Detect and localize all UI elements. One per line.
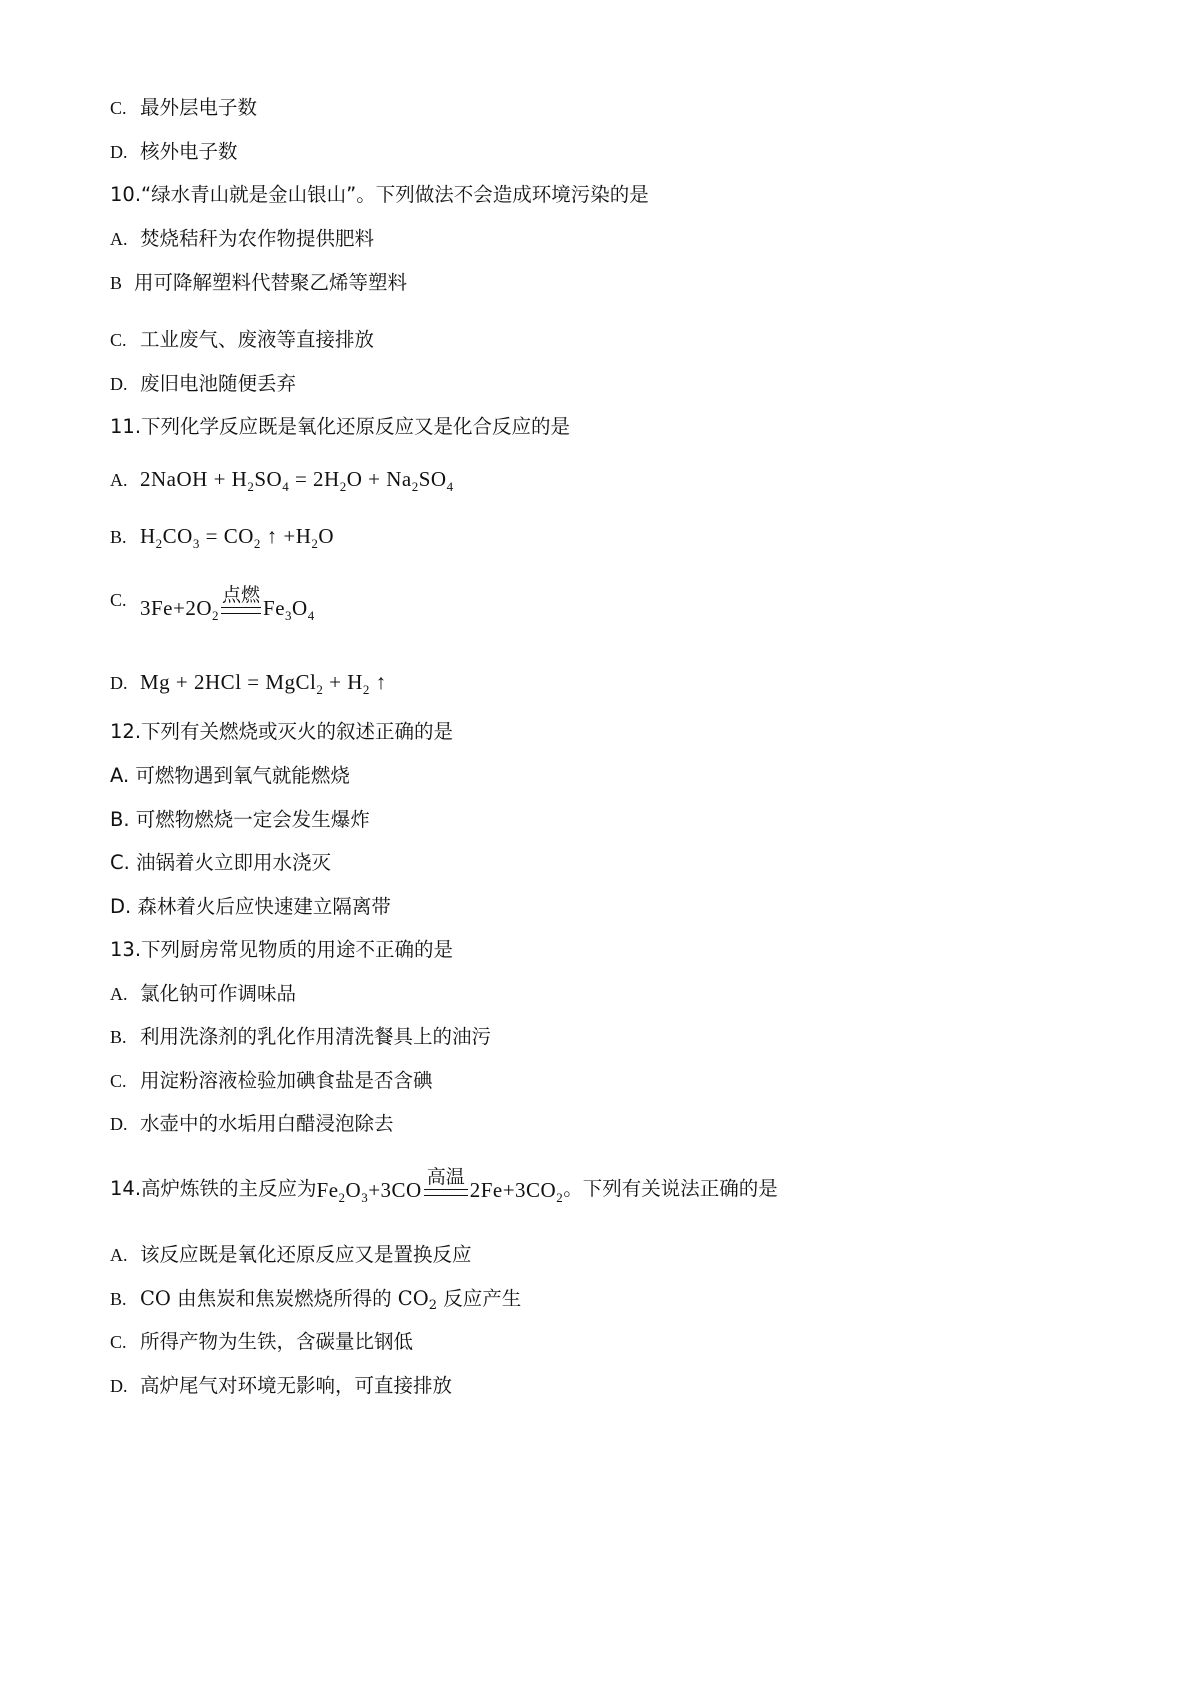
option-text: CO 由焦炭和焦炭燃烧所得的 $CO_2$ 反应产生 [140,1287,522,1313]
q11-option-a [110,467,454,492]
option-letter: A. [110,764,130,787]
option-letter: C. [110,1332,127,1352]
q10-option-c [110,328,374,352]
q13-option-b [110,1025,491,1049]
option-text: 森林着火后应快速建立隔离带 [137,895,391,918]
option-text: 最外层电子数 [140,96,258,119]
option-letter: B. [110,808,130,831]
option-text: 可燃物遇到氧气就能燃烧 [135,764,350,787]
option-text: 用可降解塑料代替聚乙烯等塑料 [134,271,408,294]
option-letter: A. [110,984,128,1004]
q11-option-b [110,524,334,549]
q14-option-a [110,1243,472,1267]
option-letter: A. [110,229,128,249]
option-letter: B [110,273,123,293]
q14-equation-left: $Fe_2O_3+3CO$ [316,1178,422,1205]
option-letter: A. [110,470,128,490]
option-letter: D. [110,1376,128,1396]
option-letter: B. [110,1027,127,1047]
equation-d: Mg + 2HCl = MgCl$_2$ + $H_2$ ↑ [140,670,387,697]
q12-option-d [110,895,391,919]
q10-option-b [110,271,407,295]
option-letter: D. [110,673,128,693]
q10-option-a [110,227,374,251]
option-text: 工业废气、废液等直接排放 [140,328,375,351]
option-text: 利用洗涤剂的乳化作用清洗餐具上的油污 [140,1025,492,1048]
q10-stem: 10.“绿水青山就是金山银山”。下列做法不会造成环境污染的是 [110,183,649,206]
option-text: 废旧电池随便丢弃 [140,372,297,395]
q14-option-c [110,1330,413,1354]
option-text: 用淀粉溶液检验加碘食盐是否含碘 [140,1069,433,1092]
q12-stem: 12.下列有关燃烧或灭火的叙述正确的是 [110,720,454,743]
q11-stem: 11.下列化学反应既是氧化还原反应又是化合反应的是 [110,415,571,438]
q13-option-c [110,1069,433,1093]
q13-option-a [110,982,296,1006]
q14-equation-right: $2Fe+3CO_2$ [469,1178,564,1205]
q9-option-d [110,140,238,164]
option-text: 焚烧秸秆为农作物提供肥料 [140,227,375,250]
option-text: 油锅着火立即用水浇灭 [136,851,332,874]
equation-b: $H_2CO_3 = CO_2$ ↑ $+H_2O$ [140,524,335,551]
option-text: 高炉尾气对环境无影响，可直接排放 [140,1374,453,1397]
q9-option-c [110,96,257,120]
q13-option-d [110,1112,394,1136]
reaction-condition: 高温 [424,1167,468,1204]
option-letter: C. [110,851,130,874]
option-text: 可燃物燃烧一定会发生爆炸 [135,808,370,831]
option-letter: D. [110,1114,128,1134]
q10-option-d [110,372,296,396]
equation-a: 2NaOH + $H_2SO_4 = 2H_2O + Na_2SO_4$ [140,467,454,494]
q12-option-b [110,808,370,832]
option-text: 氯化钠可作调味品 [140,982,297,1005]
option-letter: B. [110,527,127,547]
option-text: 该反应既是氧化还原反应又是置换反应 [140,1243,472,1266]
q14-option-b [110,1287,521,1311]
option-letter: C. [110,98,127,118]
q14-stem-suffix: 。下列有关说法正确的是 [563,1177,778,1200]
option-text: 所得产物为生铁，含碳量比钢低 [140,1330,414,1353]
option-text: 水壶中的水垢用白醋浸泡除去 [140,1112,394,1135]
option-text: 核外电子数 [140,140,238,163]
option-letter: B. [110,1289,127,1309]
q12-option-c [110,851,331,875]
q11-option-d [110,670,387,695]
option-letter: C. [110,1071,127,1091]
option-letter: D. [110,374,128,394]
q11-option-c: C. $3Fe+2O_2$ 点燃 $Fe_3O_4$ [110,578,315,622]
option-letter: C. [110,330,127,350]
equation-c: $3Fe+2O_2$ [140,596,220,623]
option-letter: D. [110,895,132,918]
reaction-condition: 点燃 [221,585,261,622]
option-letter: A. [110,1245,128,1265]
q14-option-d [110,1374,452,1398]
q14-stem [110,1160,778,1204]
q12-option-a [110,764,350,788]
q13-stem: 13.下列厨房常见物质的用途不正确的是 [110,938,454,961]
option-letter: D. [110,142,128,162]
q14-stem-prefix: 14.高炉炼铁的主反应为 [110,1177,317,1200]
option-letter: C. [110,590,127,610]
